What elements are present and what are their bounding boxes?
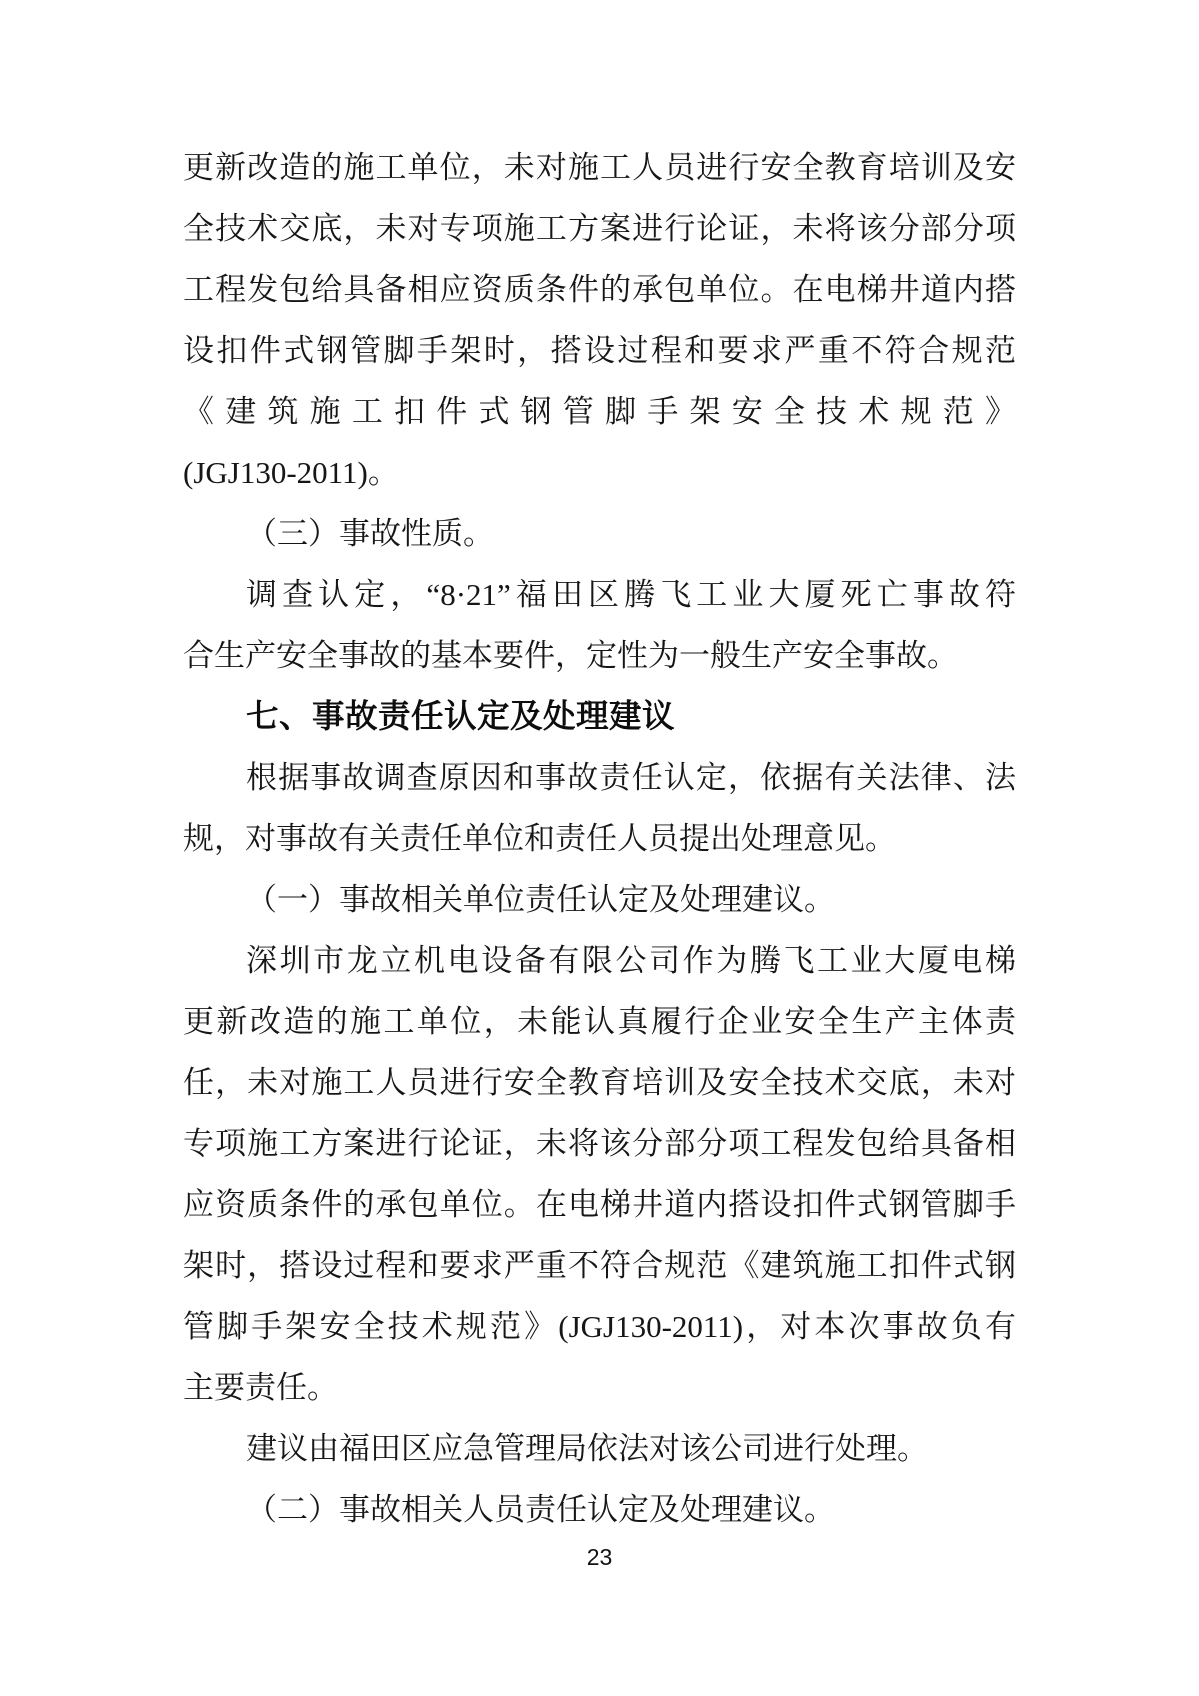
section-heading: 七、事故责任认定及处理建议: [246, 698, 676, 734]
text-line: 架时，搭设过程和要求严重不符合规范《建筑施工扣件式钢: [183, 1248, 1016, 1283]
text-line: 合生产安全事故的基本要件，定性为一般生产安全事故。: [183, 638, 958, 673]
text-line: 主要责任。: [183, 1370, 338, 1405]
text-line: 更新改造的施工单位，未对施工人员进行安全教育培训及安: [183, 150, 1016, 185]
subsection-heading: （二）事故相关人员责任认定及处理建议。: [246, 1492, 835, 1527]
text-line-standard-code: (JGJ130-2011)。: [183, 455, 399, 490]
text-line: 调查认定，“8·21”福田区腾飞工业大厦死亡事故符: [246, 577, 1016, 612]
text-line: 深圳市龙立机电设备有限公司作为腾飞工业大厦电梯: [246, 943, 1016, 978]
text-line: 全技术交底，未对专项施工方案进行论证，未将该分部分项: [183, 211, 1016, 246]
text-line: 工程发包给具备相应资质条件的承包单位。在电梯井道内搭: [183, 272, 1016, 307]
document-body: [183, 137, 1016, 1540]
text-line: 根据事故调查原因和事故责任认定，依据有关法律、法: [246, 760, 1016, 795]
text-line: 规，对事故有关责任单位和责任人员提出处理意见。: [183, 821, 896, 856]
text-line: 更新改造的施工单位，未能认真履行企业安全生产主体责: [183, 1004, 1016, 1039]
text-line: 管脚手架安全技术规范》(JGJ130-2011)，对本次事故负有: [183, 1309, 1016, 1344]
text-line-standard-title: 《建筑施工扣件式钢管脚手架安全技术规范》: [183, 394, 1016, 429]
subsection-heading: （三）事故性质。: [246, 516, 494, 551]
page-number: 23: [586, 1544, 613, 1570]
text-line: 设扣件式钢管脚手架时，搭设过程和要求严重不符合规范: [183, 333, 1016, 368]
text-line: 任，未对施工人员进行安全教育培训及安全技术交底，未对: [183, 1065, 1016, 1100]
text-line: 建议由福田区应急管理局依法对该公司进行处理。: [246, 1431, 928, 1466]
text-line: 应资质条件的承包单位。在电梯井道内搭设扣件式钢管脚手: [183, 1187, 1016, 1222]
text-line: 专项施工方案进行论证，未将该分部分项工程发包给具备相: [183, 1126, 1016, 1161]
subsection-heading: （一）事故相关单位责任认定及处理建议。: [246, 882, 835, 917]
